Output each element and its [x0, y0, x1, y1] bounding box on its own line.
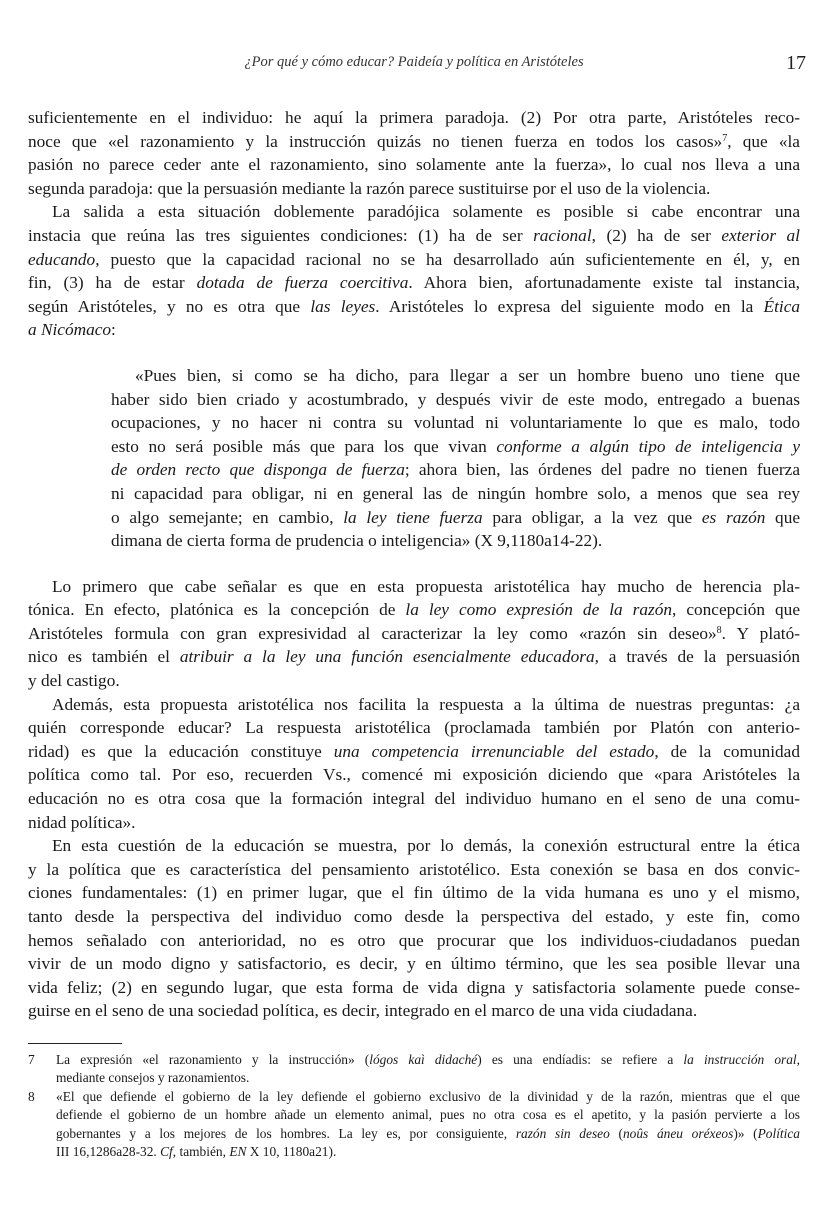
text-span: , que «la [727, 131, 800, 151]
emphasis: Política [757, 1125, 801, 1141]
text-line: ni capacidad para obligar, ni en general las de ningún hombre solo, a menos que sea rey [111, 483, 800, 503]
text-span: gobernantes y a los mejores de los hombres. La ley es, por consiguiente, [56, 1125, 516, 1141]
text-line [28, 598, 800, 622]
emphasis: Ética [763, 296, 801, 316]
emphasis: educando [28, 249, 96, 269]
text-span: nico es también el [28, 647, 180, 667]
emphasis: conforme a algún tipo de inteligencia y [496, 436, 800, 456]
text-line [111, 458, 800, 482]
text-line: «Pues bien, si como se ha dicho, para llegar a ser un hombre bueno uno tiene que [135, 365, 800, 385]
text-line [56, 1143, 800, 1161]
text-span: esto no será posible más que para los que vivan [111, 436, 497, 456]
text-line [111, 506, 800, 530]
text-line: La salida a esta situación doblemente paradójica solamente es posible si cabe encontrar una [52, 202, 800, 222]
text-line: y la política que es característica del pensamiento aristotélico. Esta conexión se basa en dos convic- [28, 859, 800, 879]
text-line [28, 224, 800, 248]
text-line: defiende el gobierno de un hombre añade un elemento animal, pues no otra cosa es el apetito, y la pasión pervierte a los [56, 1107, 800, 1123]
text-span: o algo semejante; en cambio, [111, 507, 344, 527]
emphasis: exterior al [721, 225, 800, 245]
text-line: En esta cuestión de la educación se muestra, por lo demás, la conexión estructural entre la ética [52, 836, 800, 856]
paragraph-2 [28, 200, 800, 342]
emphasis: racional [533, 225, 592, 245]
text-span: fin, (3) ha de estar [28, 273, 197, 293]
emphasis: de orden recto que disponga de fuerza [111, 460, 405, 480]
text-span: , concepción que [672, 600, 800, 620]
text-span: para obligar, a la vez que [482, 507, 702, 527]
text-span: ) es una endíadis: se refiere a [477, 1052, 684, 1067]
text-span: noce que «el razonamiento y la instrucción quizás no tienen fuerza en todos los casos» [28, 131, 723, 151]
footnote-number: 8 [28, 1088, 35, 1104]
text-span: X 10, 1180a21). [246, 1144, 337, 1160]
text-line: educación no es otra cosa que la formación integral del individuo humano en el seno de una comu- [28, 789, 800, 809]
page-number: 17 [786, 52, 806, 74]
text-span: a través de la persuasión [598, 647, 800, 667]
footnote-7 [28, 1051, 800, 1088]
text-line: Además, esta propuesta aristotélica nos facilita la respuesta a la última de nuestras preguntas: ¿a [52, 694, 800, 714]
text-line [28, 318, 800, 342]
text-line: quién corresponde educar? La respuesta aristotélica (proclamada también por Platón con anterio- [28, 718, 800, 738]
text-line [28, 645, 800, 669]
text-span: instacia que reúna las tres siguientes condiciones: (1) ha de ser [28, 225, 534, 245]
block-quote [111, 364, 800, 553]
text-span: Aristóteles formula con gran expresividad al caracterizar la ley como «razón sin deseo» [28, 623, 717, 643]
footnote-8 [28, 1088, 800, 1162]
paragraph-1 [28, 106, 800, 200]
text-line [56, 1125, 800, 1143]
emphasis: Cf [160, 1144, 173, 1160]
text-line [28, 295, 800, 319]
text-line: vivir de un modo digno y satisfactorio, es decir, y en último término, que les sea posible llevar una [28, 954, 800, 974]
text-line [28, 248, 800, 272]
emphasis: atribuir a la ley una función esencialmente educadora, [179, 647, 599, 667]
text-line [28, 622, 800, 646]
text-span: . Ahora bien, afortunadamente existe tal instancia, [408, 273, 800, 293]
text-span: ridad) es que la educación constituye [28, 741, 334, 761]
text-line: haber sido bien criado y acostumbrado, y después vivir de este modo, entregado a buenas [111, 389, 800, 409]
text-span: )» ( [733, 1125, 758, 1141]
text-span: , puesto que la capacidad racional no se ha desarrollado aún suficientemente en él, y, en [95, 249, 800, 269]
footnote-ref-7[interactable]: 7 [722, 132, 728, 144]
text-span: ; ahora bien, las órdenes del padre no tienen fuerza [404, 460, 800, 480]
emphasis: EN [229, 1144, 247, 1160]
text-span: . Y plató- [721, 623, 800, 643]
text-line: vida feliz; (2) en segundo lugar, que esta forma de vida digna y satisfactoria solamente puede conse- [28, 977, 800, 997]
text-line [56, 1051, 800, 1069]
emphasis: la instrucción oral [683, 1052, 797, 1067]
text-span: . Aristóteles lo expresa del siguiente modo en la [375, 296, 764, 316]
body-text [28, 106, 800, 1023]
text-line [28, 740, 800, 764]
text-line: y del castigo. [28, 671, 120, 691]
emphasis: dotada de fuerza coercitiva [196, 273, 409, 293]
text-span: según Aristóteles, y no es otra que [28, 296, 311, 316]
text-span: , [796, 1052, 801, 1067]
text-line [28, 271, 800, 295]
footnote-divider [28, 1043, 122, 1044]
text-line: tanto desde la perspectiva del individuo como desde la perspectiva del estado, y este fin, como [28, 907, 800, 926]
emphasis: es razón [701, 507, 766, 527]
text-line [111, 435, 800, 459]
text-span: , de la comunidad [654, 741, 800, 761]
text-span: : [111, 320, 116, 340]
emphasis: la ley como expresión de la razón [405, 600, 673, 620]
paragraph-4 [28, 693, 800, 835]
text-span: La expresión «el razonamiento y la instrucción» ( [56, 1052, 370, 1067]
footnotes [28, 1051, 800, 1161]
text-line [28, 130, 800, 154]
emphasis: lógos kaì didaché [369, 1052, 478, 1067]
text-span: III 16,1286a28-32. [56, 1144, 161, 1160]
text-line: suficientemente en el individuo: he aquí la primera paradoja. (2) Por otra parte, Aristóteles reco- [28, 108, 800, 127]
text-line: «El que defiende el gobierno de la ley defiende el gobierno exclusivo de la divinidad y de la razón, mientras que el que [56, 1088, 800, 1104]
text-line: ocupaciones, y no hacer ni contra su voluntad ni voluntariamente lo que es malo, todo [111, 413, 800, 433]
text-span: , (2) ha de ser [591, 225, 722, 245]
footnote-number: 7 [28, 1052, 35, 1067]
footnote-ref-8[interactable]: 8 [716, 624, 722, 636]
text-span: , también, [172, 1144, 230, 1160]
text-line: hemos señalado con anterioridad, no es otro que procurar que los individuos-ciudadanos puedan [28, 930, 800, 950]
text-line: mediante consejos y razonamientos. [56, 1070, 250, 1086]
emphasis: la ley tiene fuerza [343, 507, 483, 527]
running-title: ¿Por qué y cómo educar? Paideía y política en Aristóteles [244, 54, 584, 70]
emphasis: a Nicómaco [28, 320, 112, 340]
emphasis: razón sin deseo [515, 1125, 610, 1141]
text-line: nidad política». [28, 812, 136, 832]
text-line: dimana de cierta forma de prudencia o inteligencia» (X 9,1180a14-22). [111, 531, 603, 551]
emphasis: noûs áneu oréxeos [622, 1125, 734, 1141]
text-span: ( [609, 1125, 623, 1141]
text-line: guirse en el seno de una sociedad política, es decir, integrado en el marco de una vida ciudadana. [28, 1001, 698, 1021]
text-span: que [765, 507, 800, 527]
text-line: ciones fundamentales: (1) en primer lugar, que el fin último de la vida humana es uno y el mismo, [28, 883, 800, 903]
text-line: Lo primero que cabe señalar es que en esta propuesta aristotélica hay mucho de herencia pla- [52, 576, 800, 596]
running-head [0, 52, 828, 76]
emphasis: las leyes [310, 296, 376, 316]
paragraph-5 [28, 834, 800, 1023]
emphasis: una competencia irrenunciable del estado [333, 741, 655, 761]
text-line: política como tal. Por eso, recuerden Vs., comencé mi exposición diciendo que «para Aristóteles la [28, 765, 800, 785]
text-line: pasión no parece ceder ante el razonamiento, sino solamente ante la fuerza», lo cual nos lleva a una [28, 155, 800, 175]
text-line: segunda paradoja: que la persuasión mediante la razón parece sustituirse por el uso de la violencia. [28, 178, 711, 198]
paragraph-3 [28, 575, 800, 693]
text-span: tónica. En efecto, platónica es la concepción de [28, 600, 406, 620]
